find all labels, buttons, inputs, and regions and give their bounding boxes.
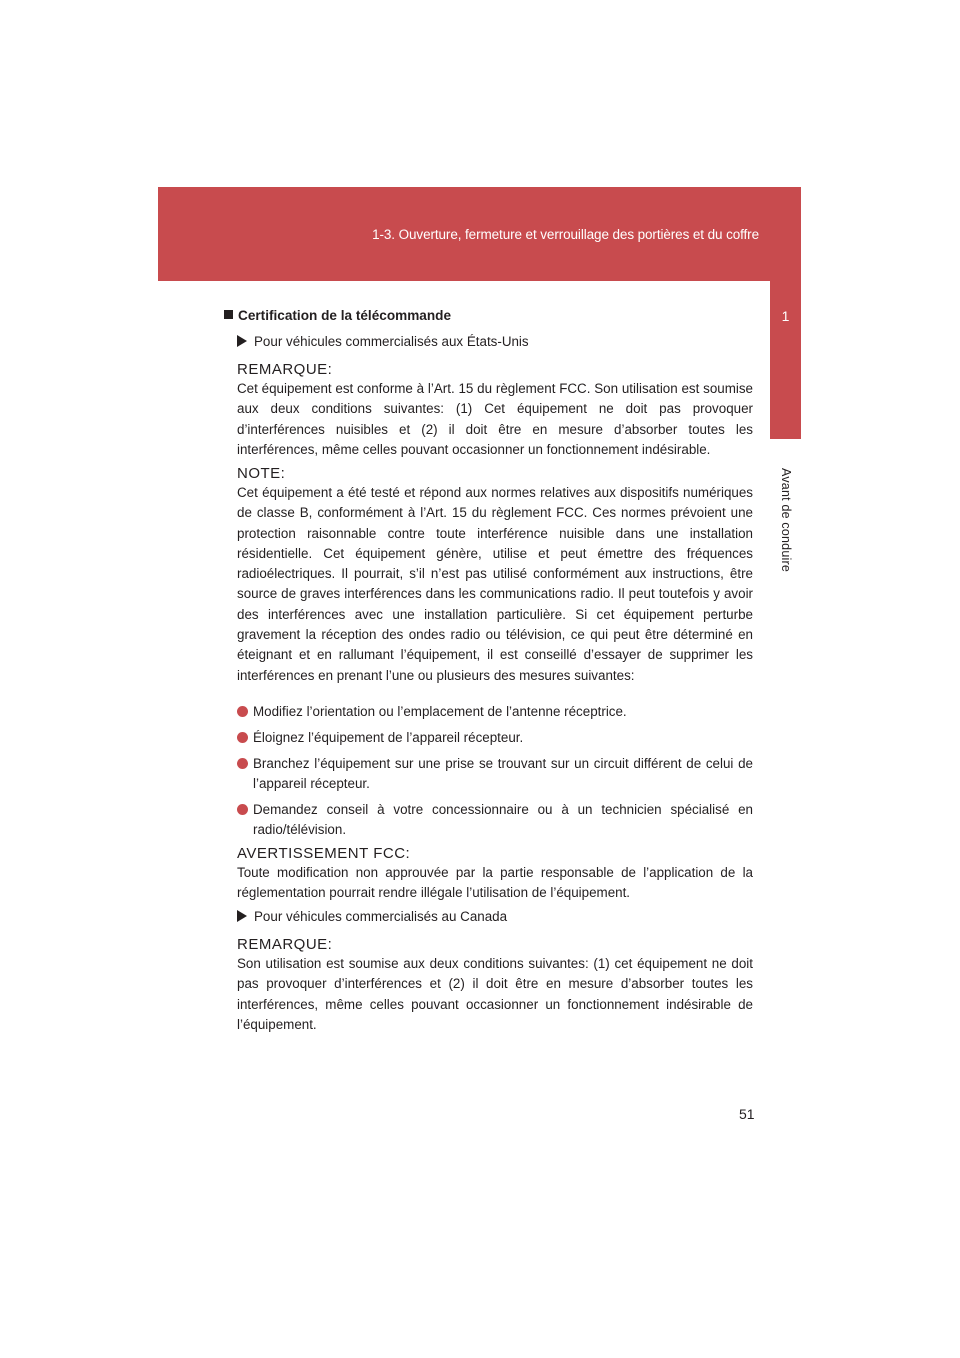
remarque-canada-heading: REMARQUE: [237,936,333,953]
list-item: Branchez l’équipement sur une prise se trouvant sur un circuit différent de celui de l’appareil récepteur. [237,754,753,795]
note-paragraph: Cet équipement a été testé et répond aux normes relatives aux dispositifs numériques de classe B, conformément à l’Art. 15 du règlement FCC. Ces normes prévoient une protection raisonnable contre toute interférence nuisible dans une installation résidentielle. Cet équipement génère, utilise et peut émettre des fréquences radioélectriques. Il pourrait, s’il n’est pas utilisé conformément aux instructions, être source de graves interférences dans les communications radio. Il peut toutefois y avoir des interférences avec une installation particulière. Si cet équipement perturbe gravement la réception des ondes radio ou télévision, ce qui peut être déterminé en éteignant et en rallumant l’équipement, il est conseillé d’essayer de supprimer les interférences en prenant l’une ou plusieurs des mesures suivantes: [237,485,753,683]
bullet-dot-icon [237,732,248,743]
bullet-dot-icon [237,804,248,815]
canada-market-text: Pour véhicules commercialisés au Canada [254,909,508,924]
remarque-canada-paragraph: Son utilisation est soumise aux deux conditions suivantes: (1) cet équipement ne doit pas provoquer d’interférences et (2) il doit être en mesure d’absorber toutes les interférences, même celles pouvant occasionner un fonctionnement indésirable de l’équipement. [237,956,753,1032]
square-bullet-icon [224,310,233,319]
side-tab-label-text: Avant de conduire [779,468,793,572]
chapter-title: 1-3. Ouverture, fermeture et verrouillage des portières et du coffre [372,227,759,242]
header-band [158,187,801,281]
arrow-right-icon [237,335,247,347]
remarque-paragraph: Cet équipement est conforme à l’Art. 15 du règlement FCC. Son utilisation est soumise aux deux conditions suivantes: (1) Cet équipement ne doit pas provoquer d’interférences nuisibles et (2) il doit être en mesure d’absorber toutes les interférences, même celles pouvant occasionner un fonctionnement indésirable. [237,381,753,457]
avertissement-paragraph: Toute modification non approuvée par la partie responsable de l’application de la réglementation pourrait rendre illégale l’utilisation de l’équipement. [237,865,753,901]
side-tab-number: 1 [781,308,790,324]
list-item: Éloignez l’équipement de l’appareil récepteur. [237,728,753,748]
list-item: Modifiez l’orientation ou l’emplacement de l’antenne réceptrice. [237,702,753,722]
avertissement-heading: AVERTISSEMENT FCC: [237,845,411,862]
side-tab-label [771,470,801,570]
page-number: 51 [739,1106,755,1122]
remarque-heading: REMARQUE: [237,361,333,378]
bullet-dot-icon [237,706,248,717]
usa-market-text: Pour véhicules commercialisés aux États-Unis [254,334,529,349]
canada-market-line [237,909,507,924]
section-title-text: Certification de la télécommande [238,308,452,323]
list-item: Demandez conseil à votre concessionnaire ou à un technicien spécialisé en radio/télévision. [237,800,753,841]
section-title [224,308,451,323]
arrow-right-icon [237,910,247,922]
usa-market-line [237,334,529,349]
note-heading: NOTE: [237,465,286,482]
bullet-dot-icon [237,758,248,769]
side-tab[interactable] [770,281,801,439]
